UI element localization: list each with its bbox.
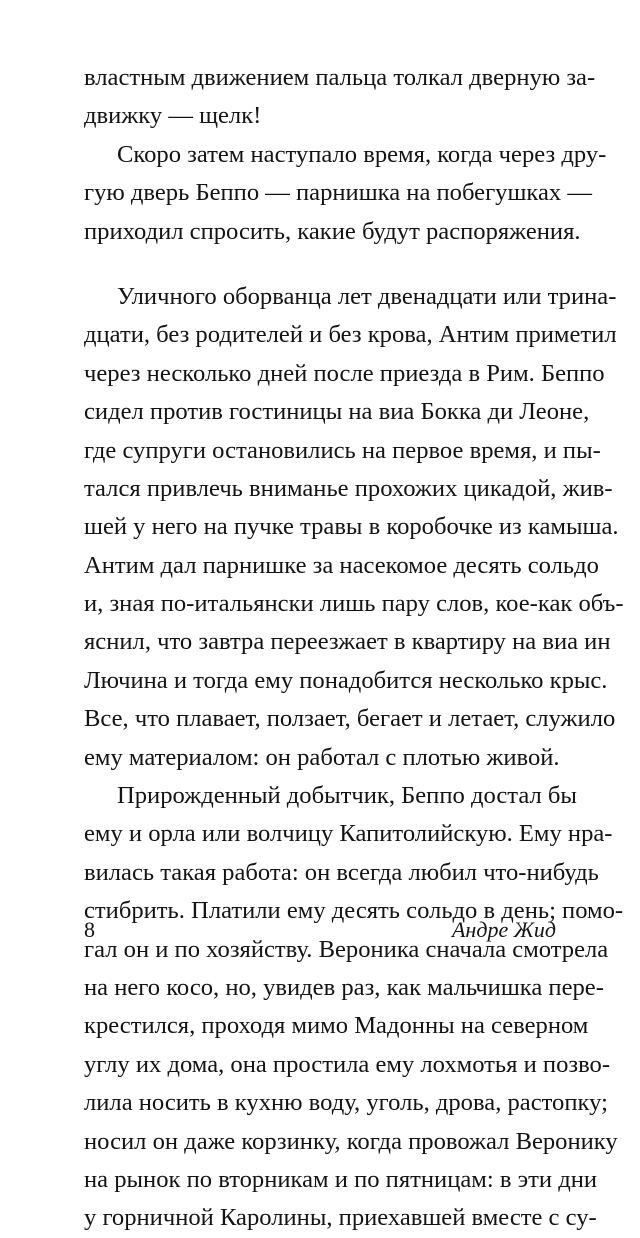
paragraph — [84, 59, 596, 136]
text-line: на рынок по вторникам и по пятницам: в эти дни — [84, 1165, 598, 1193]
text-line: стибрить. Платили ему десять сольдо в день; помо- — [84, 897, 624, 925]
text-line: властным движением пальца толкал дверную за- — [84, 64, 596, 91]
text-line: крестился, проходя мимо Мадонны на северном — [84, 1012, 589, 1040]
text-line: сидел против гостиницы на виа Бокка ди Леоне, — [84, 398, 590, 426]
text-line: вилась такая работа: он всегда любил что-нибудь — [84, 858, 599, 886]
section-break — [84, 251, 556, 278]
text-line: на него косо, но, увидев раз, как мальчишка пере- — [84, 973, 604, 1001]
text-line: носил он даже корзинку, когда провожал Веронику — [84, 1127, 618, 1155]
page-number: 8 — [84, 917, 95, 942]
text-line: гую дверь Беппо — парнишка на побегушках — — [84, 179, 592, 207]
text-line: шей у него на пучке травы в коробочке из камыша. — [84, 513, 619, 541]
text-line: яснил, что завтра переезжает в квартиру на виа ин — [84, 628, 611, 656]
text-line: у горничной Каролины, приехавшей вместе с су- — [84, 1204, 597, 1232]
running-footer-author: Андре Жид — [451, 917, 556, 942]
paragraph — [84, 136, 607, 251]
text-line: и, зная по-итальянски лишь пару слов, кое-как объ- — [84, 590, 624, 618]
text-line: Антим дал парнишке за насекомое десять сольдо — [84, 551, 599, 579]
text-line: Лючина и тогда ему понадобится несколько крыс. — [84, 666, 608, 694]
text-line: Прирожденный добытчик, Беппо достал бы — [117, 782, 577, 810]
text-line: лила носить в кухню воду, уголь, дрова, растопку; — [84, 1089, 608, 1117]
text-line: через несколько дней после приезда в Рим. Беппо — [84, 359, 605, 387]
text-line: Скоро затем наступало время, когда через дру- — [117, 140, 607, 168]
text-line: Уличного оборванца лет двенадцати или трина- — [117, 282, 617, 310]
text-line: ему и орла или волчицу Капитолийскую. Ему нра- — [84, 820, 613, 848]
text-line: Все, что плавает, ползает, бегает и летает, служило — [84, 705, 616, 733]
text-line: тался привлечь вниманье прохожих цикадой, жив- — [84, 474, 613, 502]
paragraph — [84, 777, 624, 1238]
text-line: дцати, без родителей и без крова, Антим приметил — [84, 321, 617, 349]
paragraph — [84, 278, 624, 777]
text-line: где супруги остановились на первое время, и пы- — [84, 436, 601, 464]
text-line: приходил спросить, какие будут распоряжения. — [84, 217, 581, 245]
text-line: углу их дома, она простила ему лохмотья и позво- — [84, 1050, 611, 1078]
text-line: ему материалом: он работал с плотью живой. — [84, 743, 560, 771]
text-line: гал он и по хозяйству. Вероника сначала смотрела — [84, 935, 609, 963]
text-line: движку — щелк! — [84, 102, 262, 130]
body-text — [84, 59, 624, 1238]
